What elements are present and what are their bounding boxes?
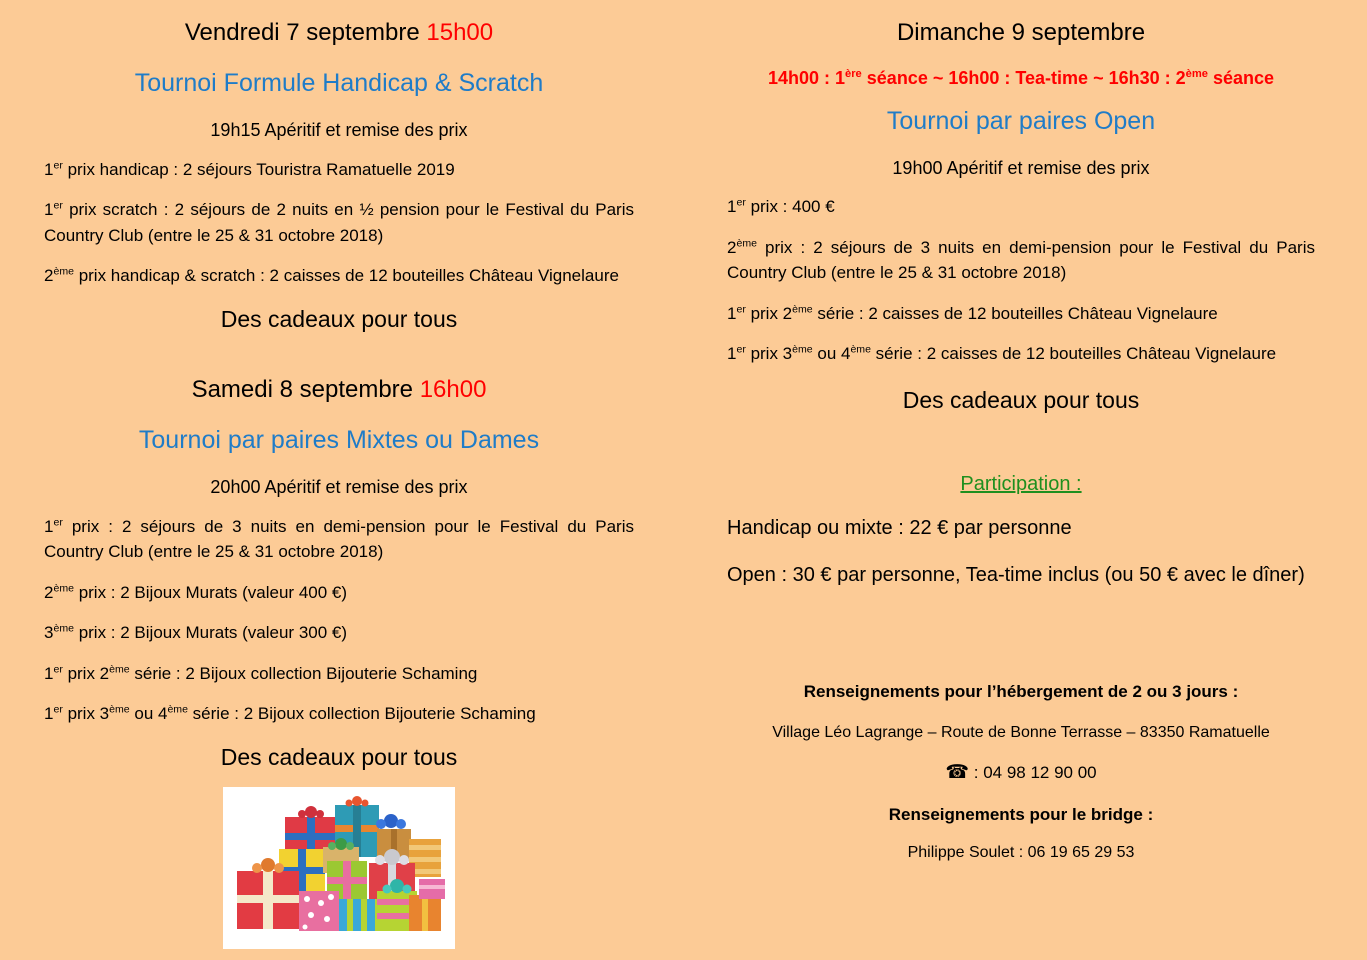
phone-icon: ☎	[945, 761, 970, 783]
friday-prize-2: 1er prix scratch : 2 séjours de 2 nuits en ½ pension pour le Festival du Paris Country Club (entre le 25 & 31 octobre 2018)	[44, 199, 634, 245]
friday-time: 15h00	[426, 19, 494, 46]
sunday-prize-2: 2ème prix : 2 séjours de 3 nuits en demi-pension pour le Festival du Paris Country Club (entre le 25 & 31 octobre 2018)	[727, 237, 1315, 283]
sunday-prize-3: 1er prix 2ème série : 2 caisses de 12 bouteilles Château Vignelaure	[727, 303, 1218, 323]
lodging-phone-number: : 04 98 12 90 00	[973, 762, 1097, 782]
participation-heading: Participation :	[960, 473, 1082, 496]
friday-prize-1: 1er prix handicap : 2 séjours Touristra Ramatuelle 2019	[44, 158, 455, 179]
saturday-aperitif-line: 20h00 Apéritif et remise des prix	[210, 477, 468, 498]
friday-aperitif-line: 19h15 Apéritif et remise des prix	[210, 120, 468, 140]
friday-prize-3: 2ème prix handicap & scratch : 2 caisses de 12 bouteilles Château Vignelaure	[44, 265, 619, 286]
bridge-contact: Philippe Soulet : 06 19 65 29 53	[907, 844, 1135, 862]
left-column	[0, 0, 683, 960]
sunday-schedule-line: 14h00 : 1ère séance ~ 16h00 : Tea-time ~ 16h30 : 2ème séance	[767, 68, 1275, 88]
gift-box-pink-right	[419, 879, 445, 899]
friday-heading	[44, 18, 634, 48]
participation-open-line: Open : 30 € par personne, Tea-time inclus (ou 50 € avec le dîner)	[727, 564, 1305, 587]
saturday-date: Samedi 8 septembre	[191, 376, 414, 404]
sunday-aperitif-line: 19h00 Apéritif et remise des prix	[892, 157, 1150, 178]
saturday-heading	[44, 375, 634, 405]
friday-gifts-line: Des cadeaux pour tous	[220, 305, 458, 332]
lodging-heading: Renseignements pour l’hébergement de 2 ou 3 jours :	[803, 682, 1239, 702]
saturday-tournament-title: Tournoi par paires Mixtes ou Dames	[138, 426, 540, 455]
friday-tournament-title: Tournoi Formule Handicap & Scratch	[134, 69, 544, 97]
contact-section	[727, 682, 1315, 862]
participation-handicap-line: Handicap ou mixte : 22 € par personne	[727, 517, 1072, 540]
friday-date: Vendredi 7 septembre	[184, 19, 420, 46]
right-column	[683, 0, 1367, 960]
saturday-prize-5: 1er prix 3ème ou 4ème série : 2 Bijoux collection Bijouterie Schaming	[44, 703, 536, 724]
lodging-phone-line	[727, 762, 1315, 785]
saturday-prize-2: 2ème prix : 2 Bijoux Murats (valeur 400 €)	[44, 582, 348, 602]
saturday-prize-4: 1er prix 2ème série : 2 Bijoux collection Bijouterie Schaming	[44, 663, 478, 683]
saturday-prize-3: 3ème prix : 2 Bijoux Murats (valeur 300 €)	[44, 622, 348, 643]
sunday-heading: Dimanche 9 septembre	[896, 19, 1146, 46]
sunday-tournament-title: Tournoi par paires Open	[886, 106, 1156, 135]
gifts-image	[223, 787, 455, 949]
gift-box-orange-front	[409, 895, 441, 931]
sunday-prize-4: 1er prix 3ème ou 4ème série : 2 caisses de 12 bouteilles Château Vignelaure	[727, 343, 1277, 364]
saturday-gifts-line: Des cadeaux pour tous	[220, 743, 458, 770]
gift-box-pink-dots	[299, 891, 339, 931]
participation-section	[727, 472, 1315, 590]
lodging-address: Village Léo Lagrange – Route de Bonne Terrasse – 83350 Ramatuelle	[772, 723, 1270, 741]
gifts-illustration	[223, 787, 455, 949]
saturday-time: 16h00	[419, 376, 487, 404]
sunday-gifts-line: Des cadeaux pour tous	[902, 386, 1140, 413]
saturday-prize-1: 1er prix : 2 séjours de 3 nuits en demi-pension pour le Festival du Paris Country Club (entre le 25 & 31 octobre 2018)	[44, 516, 634, 562]
bridge-heading: Renseignements pour le bridge :	[888, 804, 1154, 824]
sunday-prize-1: 1er prix : 400 €	[727, 196, 835, 217]
